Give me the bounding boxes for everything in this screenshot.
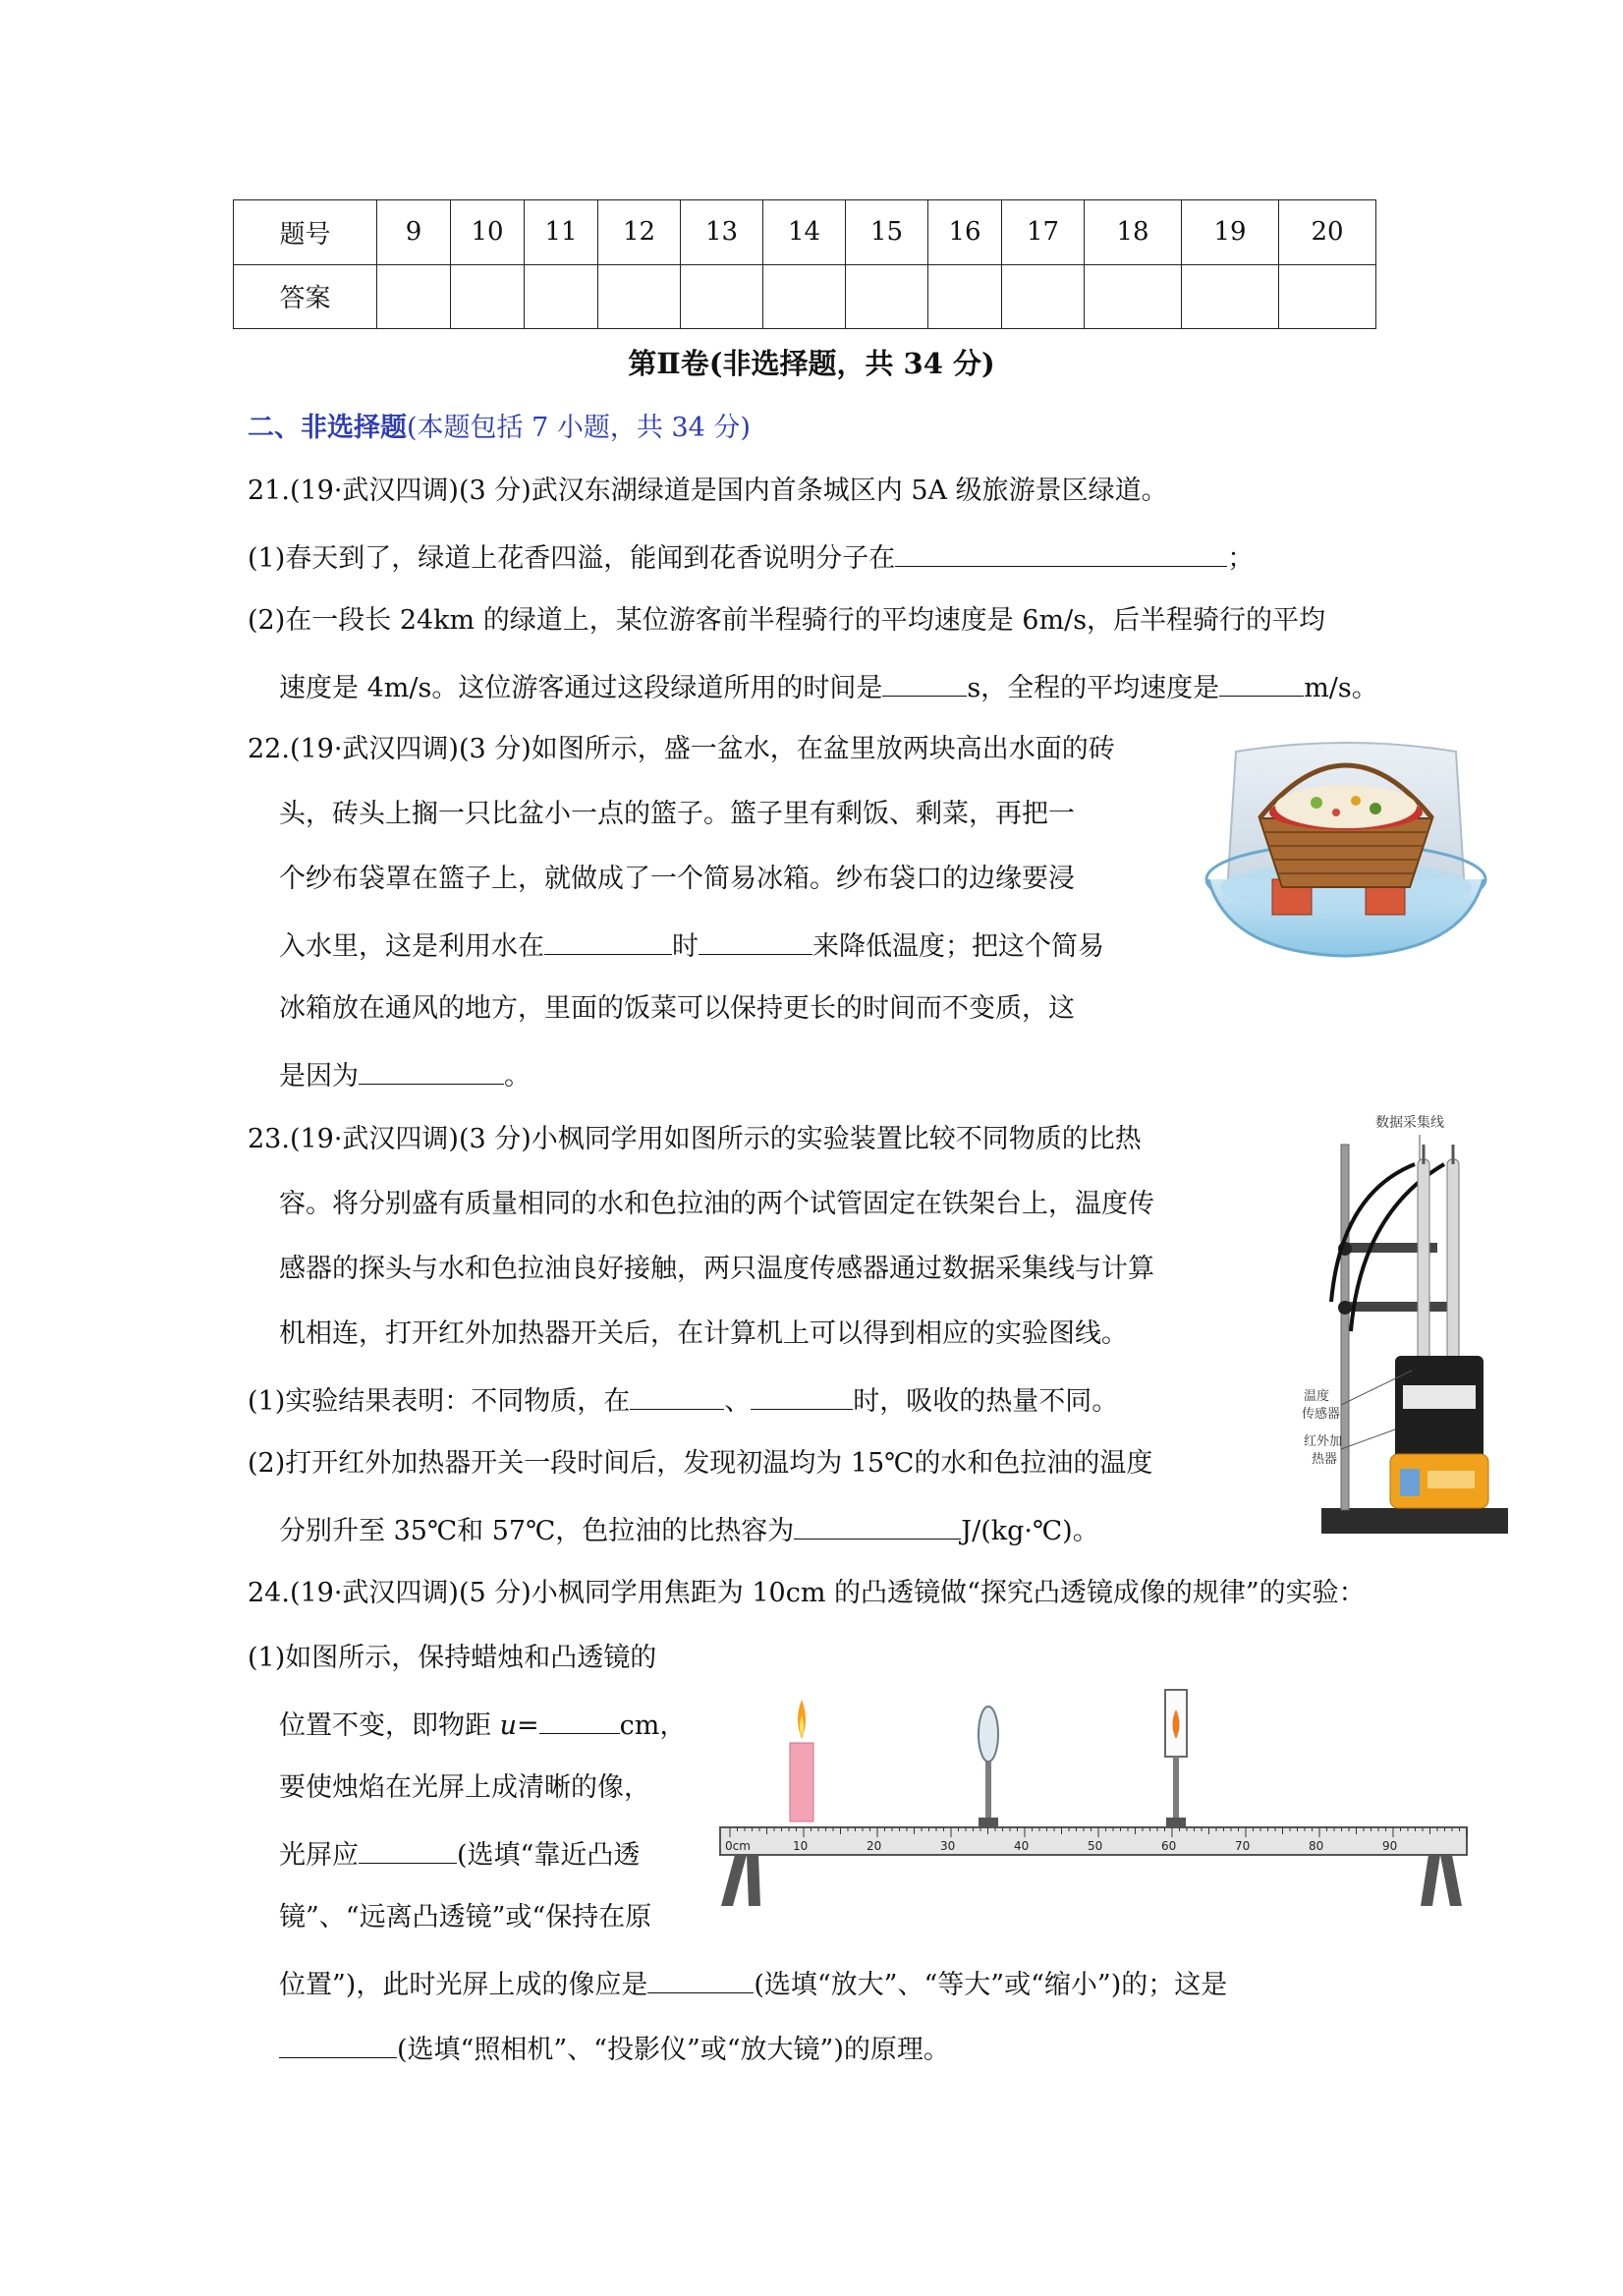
table-cell: 14 — [763, 200, 846, 265]
answer-blank[interactable] — [359, 1054, 504, 1085]
ruler-label: 10 — [793, 1839, 809, 1853]
answer-blank[interactable] — [1219, 666, 1304, 697]
q24-line2 — [279, 1704, 686, 1746]
ruler-label: 0cm — [725, 1839, 751, 1853]
table-cell: 12 — [598, 200, 681, 265]
answer-cell[interactable] — [525, 264, 598, 329]
q21-part1 — [248, 536, 1254, 579]
row-header-answer: 答案 — [234, 264, 377, 329]
q24-line1: (1)如图所示，保持蜡烛和凸透镜的 — [248, 1643, 657, 1673]
q22-line4-text1: 入水里，这是利用水在 — [279, 931, 544, 962]
q23-line4: 机相连，打开红外加热器开关后，在计算机上可以得到相应的实验图线。 — [279, 1318, 1128, 1349]
answer-cell[interactable] — [681, 264, 763, 329]
q22-line4-text2: 时 — [672, 931, 699, 962]
q23-part1-text1: (1)实验结果表明：不同物质，在 — [248, 1386, 631, 1417]
q22-line2: 头，砖头上搁一只比盆小一点的篮子。篮子里有剩饭、剩菜，再把一 — [279, 799, 1075, 829]
light-screen — [1165, 1690, 1187, 1827]
q21-part2b-text2: s，全程的平均速度是 — [967, 673, 1220, 703]
table-cell: 10 — [451, 200, 525, 265]
q24-line4-text1: 光屏应 — [279, 1840, 359, 1871]
table-cell: 17 — [1002, 200, 1085, 265]
answer-blank[interactable] — [882, 666, 967, 697]
ruler-label: 80 — [1309, 1839, 1324, 1853]
heater-apparatus-figure — [1302, 1105, 1518, 1547]
q22-line4 — [279, 924, 1104, 967]
q24-line2-eq: = — [516, 1710, 539, 1741]
table-cell: 9 — [377, 200, 451, 265]
section-heading-note: (本题包括 7 小题，共 34 分) — [407, 413, 751, 443]
q22-line5: 冰箱放在通风的地方，里面的饭菜可以保持更长的时间而不变质，这 — [279, 993, 1075, 1024]
ruler-label: 70 — [1235, 1839, 1251, 1853]
answer-cell[interactable] — [928, 264, 1002, 329]
ruler-label: 30 — [940, 1839, 956, 1853]
q23-part2a: (2)打开红外加热器开关一段时间后，发现初温均为 15℃的水和色拉油的温度 — [248, 1448, 1153, 1479]
answer-cell[interactable] — [1182, 264, 1279, 329]
table-cell: 19 — [1182, 200, 1279, 265]
table-cell: 15 — [846, 200, 928, 265]
q22-line3: 个纱布袋罩在篮子上，就做成了一个简易冰箱。纱布袋口的边缘要浸 — [279, 864, 1075, 894]
q21-part2a: (2)在一段长 24km 的绿道上，某位游客前半程骑行的平均速度是 6m/s，后半程骑行的平均 — [248, 605, 1326, 636]
candle — [790, 1700, 813, 1821]
q23-part2b-text2: J/(kg·℃)。 — [961, 1516, 1099, 1546]
answer-cell[interactable] — [846, 264, 928, 329]
label-heater-line2: 热器 — [1312, 1452, 1338, 1467]
section-heading-label: 二、非选择题 — [248, 413, 407, 443]
q21-stem: 21.(19·武汉四调)(3 分)武汉东湖绿道是国内首条城区内 5A 级旅游景区绿道。 — [248, 476, 1168, 506]
q23-line2: 容。将分别盛有质量相同的水和色拉油的两个试管固定在铁架台上，温度传 — [279, 1189, 1154, 1219]
q23-part2b — [279, 1509, 1099, 1551]
q23-line3: 感器的探头与水和色拉油良好接触，两只温度传感器通过数据采集线与计算 — [279, 1254, 1154, 1284]
optical-bench-figure — [715, 1670, 1472, 1916]
convex-lens — [979, 1707, 998, 1827]
answer-cell[interactable] — [1279, 264, 1376, 329]
bench-legs — [721, 1855, 1462, 1906]
label-heater-line1: 红外加 — [1304, 1434, 1343, 1449]
label-sensor-line2: 传感器 — [1302, 1407, 1341, 1422]
answer-blank[interactable] — [630, 1379, 724, 1410]
answer-blank[interactable] — [359, 1833, 457, 1864]
part-title: 第Ⅱ卷(非选择题，共 34 分) — [628, 347, 995, 380]
row-header-number: 题号 — [234, 200, 377, 265]
q24-line5: 镜”、“远离凸透镜”或“保持在原 — [279, 1902, 652, 1932]
table-cell: 13 — [681, 200, 763, 265]
answer-blank[interactable] — [647, 1963, 754, 1993]
q21-part2b-text3: m/s。 — [1304, 673, 1378, 703]
table-cell: 18 — [1085, 200, 1182, 265]
q24-line7 — [279, 2028, 950, 2070]
q22-line1: 22.(19·武汉四调)(3 分)如图所示，盛一盆水，在盆里放两块高出水面的砖 — [248, 734, 1115, 764]
table-row — [234, 264, 1376, 329]
q21-part2b — [279, 666, 1378, 708]
ruler-label: 50 — [1088, 1839, 1103, 1853]
q24-line2-text3: cm， — [619, 1710, 687, 1741]
q24-stem: 24.(19·武汉四调)(5 分)小枫同学用焦距为 10cm 的凸透镜做“探究凸透镜成像的规律”的实验： — [248, 1578, 1366, 1608]
q22-line6 — [279, 1054, 531, 1096]
answer-cell[interactable] — [377, 264, 451, 329]
answer-blank[interactable] — [539, 1704, 620, 1734]
q24-line2-text1: 位置不变，即物距 — [279, 1710, 500, 1741]
answer-cell[interactable] — [598, 264, 681, 329]
label-sensor-line1: 温度 — [1304, 1389, 1330, 1404]
q24-line6-text1: 位置”)，此时光屏上成的像应是 — [279, 1970, 648, 2000]
answer-blank[interactable] — [699, 924, 812, 955]
ruler-label: 60 — [1161, 1839, 1177, 1853]
q22-line6-text2: 。 — [504, 1061, 531, 1092]
answer-blank[interactable] — [544, 924, 672, 955]
ruler-label: 20 — [867, 1839, 882, 1853]
q24-line4 — [279, 1833, 640, 1876]
q24-line3: 要使烛焰在光屏上成清晰的像， — [279, 1772, 650, 1803]
answer-table — [233, 199, 1376, 329]
basket-ice-box-figure — [1199, 732, 1493, 968]
q23-part1-text2: 、 — [724, 1386, 752, 1417]
q23-part1 — [248, 1379, 1118, 1422]
q22-line6-text1: 是因为 — [279, 1061, 359, 1092]
answer-blank[interactable] — [751, 1379, 853, 1410]
answer-cell[interactable] — [451, 264, 525, 329]
ruler-label: 40 — [1014, 1839, 1030, 1853]
answer-blank[interactable] — [895, 536, 1227, 567]
q21-part1-end: ； — [1227, 543, 1255, 574]
q24-line6-text2: (选填“放大”、“等大”或“缩小”)的；这是 — [754, 1970, 1228, 2000]
q24-line6 — [279, 1963, 1227, 2005]
ruler-label: 90 — [1382, 1839, 1398, 1853]
answer-cell[interactable] — [763, 264, 846, 329]
table-cell: 20 — [1279, 200, 1376, 265]
q24-u-symbol: u — [499, 1710, 517, 1741]
table-row — [234, 200, 1376, 265]
label-data-line: 数据采集线 — [1375, 1115, 1444, 1131]
q23-line1: 23.(19·武汉四调)(3 分)小枫同学用如图所示的实验装置比较不同物质的比热 — [248, 1124, 1142, 1154]
q21-part1-text: (1)春天到了，绿道上花香四溢，能闻到花香说明分子在 — [248, 543, 896, 574]
answer-blank[interactable] — [794, 1509, 961, 1540]
answer-cell[interactable] — [1002, 264, 1085, 329]
q23-part1-text3: 时，吸收的热量不同。 — [853, 1386, 1119, 1417]
q23-part2b-text1: 分别升至 35℃和 57℃，色拉油的比热容为 — [279, 1516, 795, 1546]
q24-line7-text: (选填“照相机”、“投影仪”或“放大镜”)的原理。 — [397, 2035, 950, 2065]
section-heading — [248, 409, 751, 448]
q21-part2b-text1: 速度是 4m/s。这位游客通过这段绿道所用的时间是 — [279, 673, 883, 703]
answer-blank[interactable] — [279, 2028, 397, 2058]
q24-line4-text2: (选填“靠近凸透 — [457, 1840, 641, 1871]
table-cell: 11 — [525, 200, 598, 265]
answer-cell[interactable] — [1085, 264, 1182, 329]
q22-line4-text3: 来降低温度；把这个简易 — [812, 931, 1104, 962]
table-cell: 16 — [928, 200, 1002, 265]
